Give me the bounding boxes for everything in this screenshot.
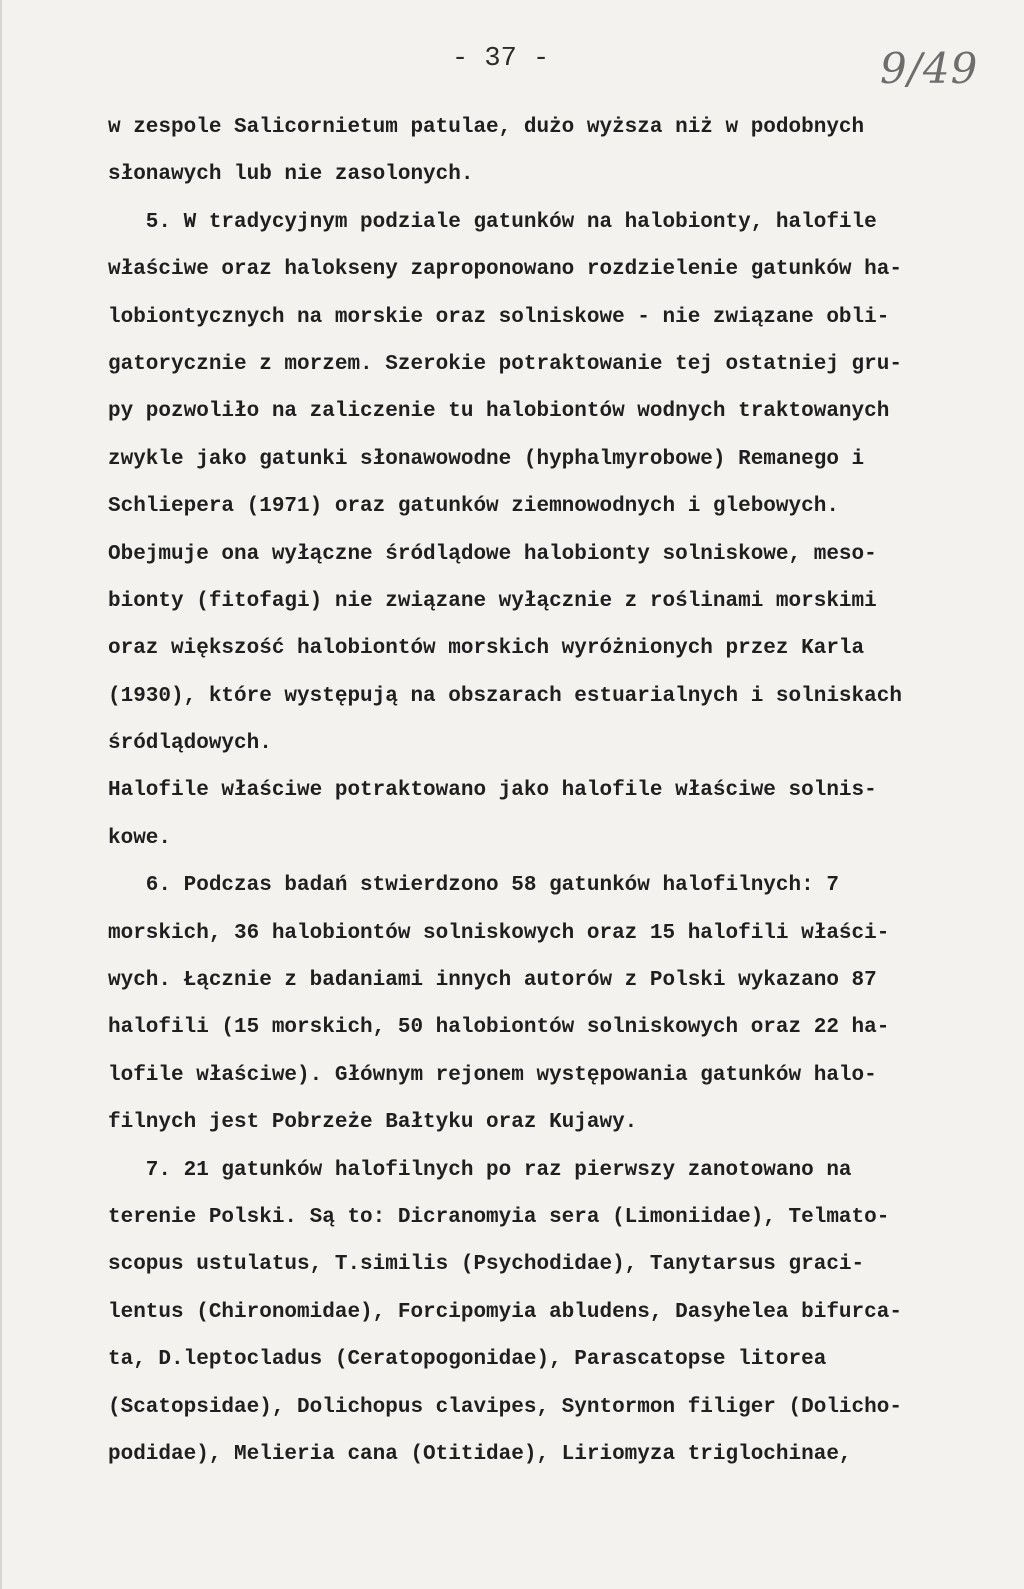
text-line: terenie Polski. Są to: Dicranomyia sera (Limoniidae), Telmato- xyxy=(108,1205,890,1229)
text-line: w zespole Salicornietum patulae, dużo wyższa niż w podobnych xyxy=(108,116,865,139)
text-line: właściwe oraz halokseny zaproponowano rozdzielenie gatunków ha- xyxy=(108,258,902,282)
text-line: scopus ustulatus, T.similis (Psychodidae), Tanytarsus graci- xyxy=(108,1253,865,1277)
page-number: - 37 - xyxy=(452,44,550,74)
text-line: filnych jest Pobrzeże Bałtyku oraz Kujawy. xyxy=(108,1111,638,1135)
text-line: śródlądowych. xyxy=(108,732,272,756)
text-line: morskich, 36 halobiontów solniskowych oraz 15 halofili właści- xyxy=(108,921,890,945)
text-line: bionty (fitofagi) nie związane wyłącznie z roślinami morskimi xyxy=(108,589,877,613)
text-line: 6. Podczas badań stwierdzono 58 gatunków halofilnych: 7 xyxy=(108,874,839,898)
handwritten-page-note: 9/49 xyxy=(880,44,979,93)
text-line: podidae), Melieria cana (Otitidae), Liriomyza triglochinae, xyxy=(108,1442,852,1466)
text-line: Schliepera (1971) oraz gatunków ziemnowodnych i glebowych. xyxy=(108,495,839,519)
text-line: lobiontycznych na morskie oraz solniskowe - nie związane obli- xyxy=(108,305,890,329)
text-line: kowe. xyxy=(108,826,172,850)
text-line: halofili (15 morskich, 50 halobiontów solniskowych oraz 22 ha- xyxy=(108,1016,890,1040)
text-line: (1930), które występują na obszarach estuarialnych i solniskach xyxy=(108,684,902,708)
text-line: Halofile właściwe potraktowano jako halofile właściwe solnis- xyxy=(108,779,877,803)
text-line: Obejmuje ona wyłączne śródlądowe halobionty solniskowe, meso- xyxy=(108,542,877,566)
text-line: 5. W tradycyjnym podziale gatunków na halobionty, halofile xyxy=(108,210,877,234)
text-line: ta, D.leptocladus (Ceratopogonidae), Parascatopse litorea xyxy=(108,1348,827,1372)
text-line: zwykle jako gatunki słonawowodne (hyphalmyrobowe) Remanego i xyxy=(108,447,865,471)
text-line: gatorycznie z morzem. Szerokie potraktowanie tej ostatniej gru- xyxy=(108,352,902,376)
text-line: słonawych lub nie zasolonych. xyxy=(108,163,474,187)
text-line: lentus (Chironomidae), Forcipomyia abludens, Dasyhelea bifurca- xyxy=(108,1300,902,1324)
text-line: wych. Łącznie z badaniami innych autorów z Polski wykazano 87 xyxy=(108,969,877,993)
text-line: lofile właściwe). Głównym rejonem występowania gatunków halo- xyxy=(108,1063,877,1087)
text-line: py pozwoliło na zaliczenie tu halobiontów wodnych traktowanych xyxy=(108,400,890,424)
text-line: (Scatopsidae), Dolichopus clavipes, Syntormon filiger (Dolicho- xyxy=(108,1395,902,1419)
text-line: oraz większość halobiontów morskich wyróżnionych przez Karla xyxy=(108,637,865,661)
body-text xyxy=(108,104,1008,1478)
text-line: 7. 21 gatunków halofilnych po raz pierwszy zanotowano na xyxy=(108,1158,852,1182)
